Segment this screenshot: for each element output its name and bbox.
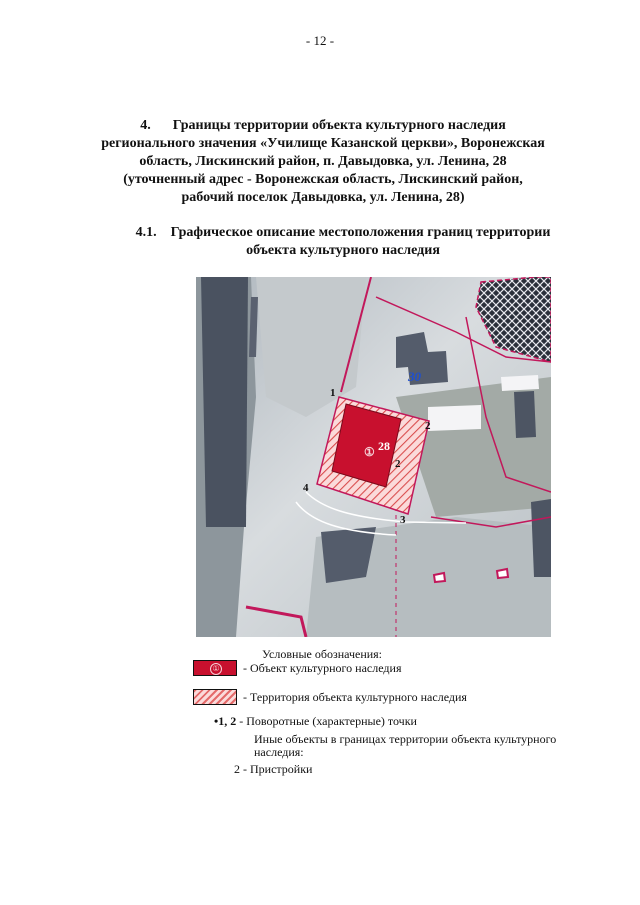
- subsection-title-text: Графическое описание местоположения границ территории объекта культурного наследия: [170, 225, 551, 258]
- object-marker: ①: [364, 445, 375, 459]
- building-left: [201, 277, 248, 527]
- section-title-text: Границы территории объекта культурного наследия регионального значения «Училище Казанской церкви», Воронежская область, Лискинский район, п. Давыдовка, ул. Ленина, 28 (уточненный адрес - Воронежская область, Лискинский район, рабочий поселок Давыдовка, ул. Ленина, 28): [101, 118, 545, 205]
- legend-points-marker: •1, 2: [214, 714, 237, 728]
- legend-other-objects: Иные объекты в границах территории объекта культурного наследия:: [254, 732, 557, 759]
- legend-extension-label: - Пристройки: [240, 762, 313, 776]
- subsection-number: 4.1.: [135, 225, 157, 240]
- building-right: [514, 391, 536, 438]
- house-number-28: 28: [378, 439, 390, 453]
- legend-points-row: [214, 714, 417, 729]
- annex-label: 2: [395, 458, 401, 470]
- legend-object-label: - Объект культурного наследия: [243, 660, 402, 675]
- legend-object-marker: ①: [210, 663, 222, 675]
- point-label-4: 4: [303, 482, 309, 494]
- legend-territory-swatch: [193, 689, 237, 705]
- legend-territory-label: - Территория объекта культурного наследия: [243, 689, 467, 704]
- legend-territory-row: [193, 689, 467, 705]
- house-number-30: 30: [408, 369, 421, 384]
- point-label-1: 1: [330, 387, 336, 399]
- white-building-2: [501, 375, 539, 391]
- point-label-3: 3: [400, 514, 406, 526]
- subsection-title: [128, 224, 558, 260]
- legend-extension-number: 2: [234, 762, 240, 776]
- small-marker: [434, 573, 445, 582]
- building-edge: [531, 499, 551, 577]
- legend-heading: Условные обозначения:: [262, 647, 383, 661]
- page-number: - 12 -: [305, 33, 335, 48]
- section-title: [100, 117, 546, 207]
- legend-object-row: [193, 660, 401, 676]
- legend-points-label: - Поворотные (характерные) точки: [236, 714, 417, 728]
- section-number: 4.: [140, 118, 151, 133]
- white-building: [428, 405, 481, 431]
- boundary-map: [196, 277, 551, 637]
- small-marker-2: [497, 569, 508, 578]
- point-label-2: 2: [425, 420, 431, 432]
- legend-object-swatch: [193, 660, 237, 676]
- legend-extension-row: [234, 762, 312, 777]
